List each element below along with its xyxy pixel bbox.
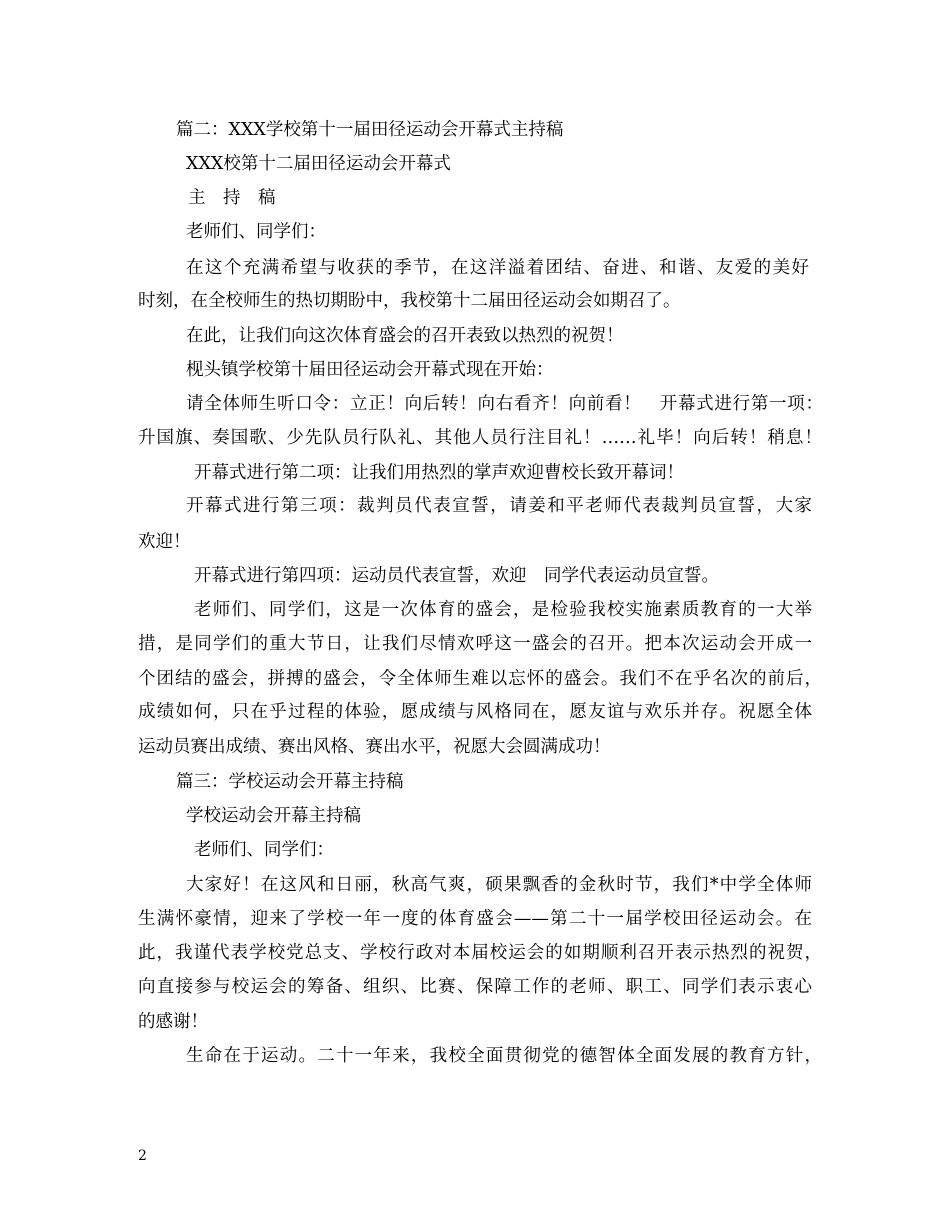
body-line: 的感谢！ bbox=[138, 1012, 208, 1032]
body-line: 开幕式进行第二项：让我们用热烈的掌声欢迎曹校长致开幕词！ bbox=[194, 463, 684, 483]
body-line: 向直接参与校运会的筹备、组织、比赛、保障工作的老师、职工、同学们表示衷心 bbox=[138, 977, 812, 997]
body-line: 枧头镇学校第十届田径运动会开幕式现在开始： bbox=[186, 360, 554, 380]
body-line: 欢迎！ bbox=[138, 532, 191, 552]
body-line: 在此，让我们向这次体育盛会的召开表致以热烈的祝贺！ bbox=[186, 326, 624, 346]
body-line: 请全体师生听口令：立正！向后转！向右看齐！向前看！ 开幕式进行第一项： bbox=[186, 394, 823, 414]
body-line: 开幕式进行第三项：裁判员代表宣誓，请姜和平老师代表裁判员宣誓，大家 bbox=[186, 496, 812, 516]
greeting-line: 老师们、同学们： bbox=[194, 840, 334, 860]
body-line: 在这个充满希望与收获的季节，在这洋溢着团结、奋进、和谐、友爱的美好 bbox=[186, 258, 809, 278]
body-line: 此，我谨代表学校党总支、学校行政对本届校运会的如期顺利召开表示热烈的祝贺， bbox=[138, 943, 822, 963]
body-line: 个团结的盛会，拼搏的盛会，令全体师生难以忘怀的盛会。我们不在乎名次的前后， bbox=[138, 669, 822, 689]
page-number: 2 bbox=[138, 1148, 147, 1164]
body-line: 成绩如何，只在乎过程的体验，愿成绩与风格同在，愿友谊与欢乐并存。祝愿全体 bbox=[138, 702, 812, 722]
body-line: 时刻，在全校师生的热切期盼中，我校第十二届田径运动会如期召了。 bbox=[138, 291, 681, 311]
body-line: 升国旗、奏国歌、少先队员行队礼、其他人员行注目礼！……礼毕！向后转！稍息！ bbox=[138, 428, 822, 448]
body-line: 大家好！在这风和日丽，秋高气爽，硕果飘香的金秋时节，我们*中学全体师 bbox=[186, 875, 812, 895]
body-line: 生命在于运动。二十一年来，我校全面贯彻党的德智体全面发展的教育方针， bbox=[186, 1046, 822, 1066]
body-line: 运动员赛出成绩、赛出风格、赛出水平，祝愿大会圆满成功！ bbox=[138, 737, 611, 757]
section-heading-3: 篇三：学校运动会开幕主持稿 bbox=[176, 772, 404, 792]
section-heading-2: 篇二：XXX学校第十一届田径运动会开幕式主持稿 bbox=[176, 120, 564, 140]
body-line: 生满怀豪情，迎来了学校一年一度的体育盛会——第二十一届学校田径运动会。在 bbox=[138, 909, 812, 929]
body-line: 开幕式进行第四项：运动员代表宣誓，欢迎 同学代表运动员宣誓。 bbox=[194, 566, 719, 586]
subtitle-line: XXX校第十二届田径运动会开幕式 bbox=[186, 154, 451, 174]
greeting-line: 老师们、同学们： bbox=[186, 222, 326, 242]
body-line: 老师们、同学们，这是一次体育的盛会，是检验我校实施素质教育的一大举 bbox=[194, 600, 812, 620]
subtitle-line: 学校运动会开幕主持稿 bbox=[186, 806, 361, 826]
body-line: 措，是同学们的重大节日，让我们尽情欢呼这一盛会的召开。把本次运动会开成一 bbox=[138, 634, 812, 654]
subtitle-line: 主 持 稿 bbox=[188, 188, 276, 208]
